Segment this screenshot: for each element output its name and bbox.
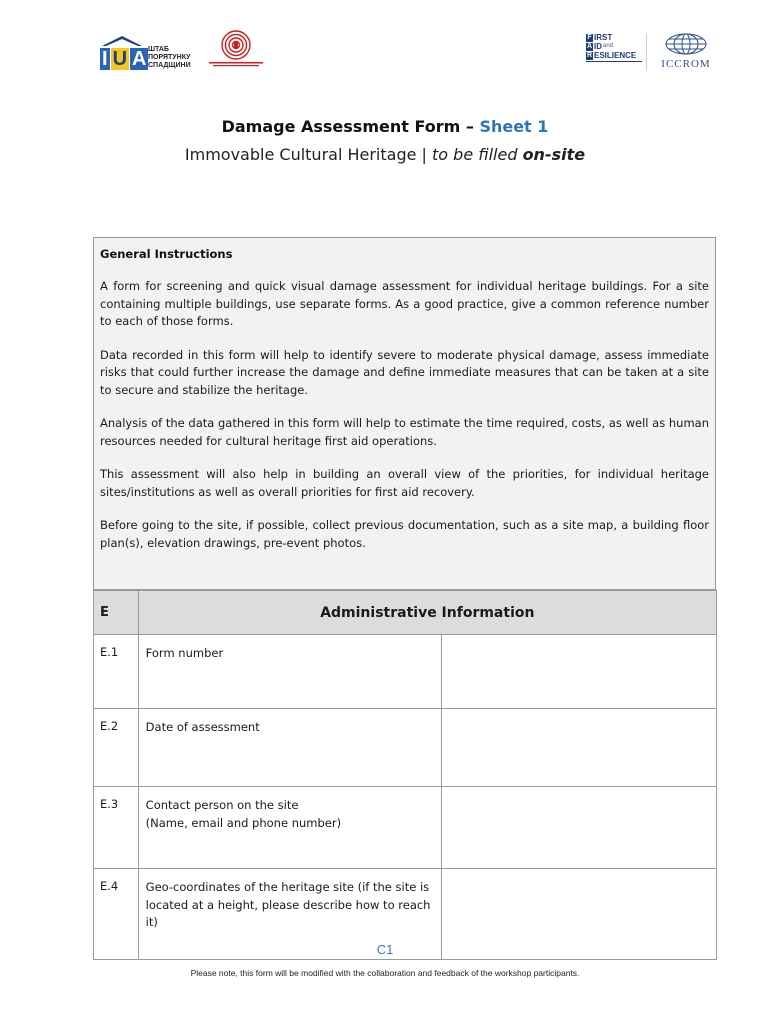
roof-icon [102,36,142,46]
row-label [138,787,442,869]
instructions-paragraph: Before going to the site, if possible, collect previous documentation, such as a site map, a building floor plan(s), elevation drawings, pre-event photos. [100,518,709,550]
page-title [0,117,770,136]
iua-line-1: ШТАБ [148,46,169,53]
row-label-main: Contact person on the site [145,798,299,812]
table-row [94,635,717,709]
iua-logo [100,36,191,70]
iccrom-wordmark: ICCROM [661,58,711,70]
globe-icon [655,32,717,58]
instructions-paragraph: A form for screening and quick visual damage assessment for individual heritage buildings. For a site containing multiple buildings, use separate forms. As a good practice, give a common reference number to each of those forms. [100,279,709,328]
far-row-first: F IRST [587,33,613,42]
logo-divider [646,33,647,71]
instructions-paragraph: Data recorded in this form will help to identify severe to moderate physical damage, assess immediate risks that could further increase the damage and define immediate measures that can be taken at a site to secure and stabilize the heritage. [100,347,709,397]
page-subtitle [0,145,770,164]
row-label: Form number [138,635,442,709]
general-instructions-box [93,237,716,590]
contact-person-field[interactable] [442,787,717,869]
row-label-note: (Name, email and phone number) [145,815,342,830]
administrative-information-table [93,590,717,960]
far-underline [586,61,642,66]
instructions-heading: General Instructions [100,247,233,261]
row-code: E.1 [94,635,139,709]
row-code: E.3 [94,787,139,869]
row-code: E.4 [94,869,139,960]
iccrom-logo [655,32,717,72]
red-spiral-logo [205,30,267,70]
subtitle-italic: to be filled [432,145,523,164]
table-header-row [94,591,717,635]
far-row-resilience: R ESILIENCE [586,51,637,60]
instructions-paragraph: Analysis of the data gathered in this form will help to estimate the time required, costs, as well as human resources needed for cultural heritage first aid operations. [100,416,709,448]
subtitle-plain: Immovable Cultural Heritage | [184,145,433,164]
section-code: E [94,591,139,635]
date-of-assessment-field[interactable] [442,709,717,787]
iua-letter-i: I [102,48,108,70]
instructions-paragraph: This assessment will also help in building an overall view of the priorities, for individual heritage sites/institutions as well as overall priorities for first aid recovery. [100,467,709,499]
iua-wordmark [148,46,191,70]
red-logo-caption [205,62,267,69]
far-row-aid: A ID and [586,42,614,51]
iua-mark [100,36,147,70]
iua-line-3: СПАДЩИНИ [148,62,191,69]
iua-letter-u: U [112,48,128,70]
row-label: Geo-coordinates of the heritage site (if the site is located at a height, please describe how to reach it) [138,869,442,960]
table-row [94,787,717,869]
section-title: Administrative Information [138,591,716,635]
row-label: Date of assessment [138,709,442,787]
title-sheet: Sheet 1 [479,117,549,136]
iua-line-2: ПОРЯТУНКУ [148,54,191,61]
footer-note: Please note, this form will be modified with the collaboration and feedback of the workshop participants. [190,968,580,978]
form-number-field[interactable] [442,635,717,709]
table-row [94,709,717,787]
title-main: Damage Assessment Form – [221,117,480,136]
row-code: E.2 [94,709,139,787]
first-aid-resilience-logo [586,33,642,66]
spiral-emblem-icon [205,30,267,62]
page-code: C1 [376,942,394,957]
subtitle-bold: on-site [522,145,586,164]
iua-letter-a: A [132,48,147,70]
